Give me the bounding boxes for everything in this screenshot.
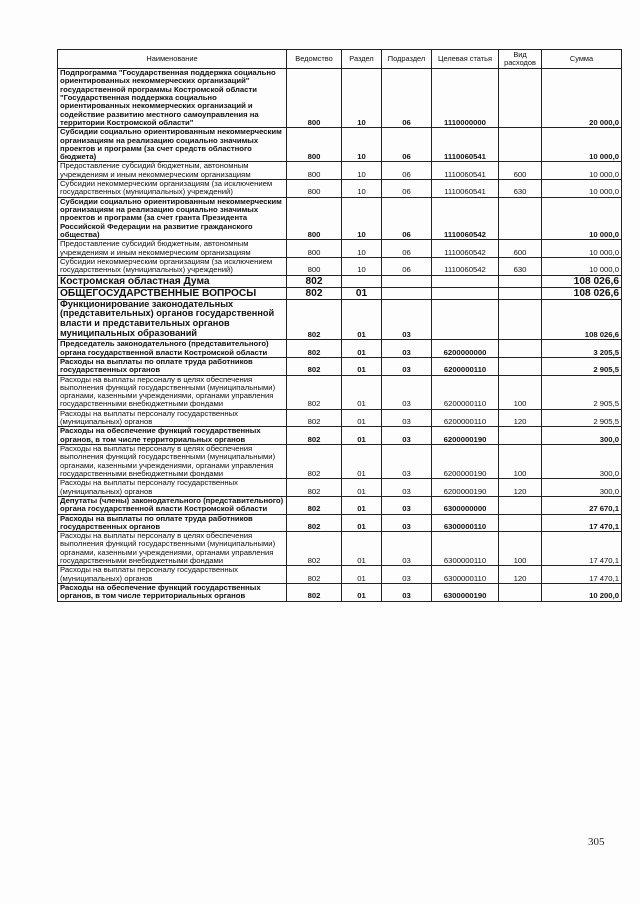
cell-dept: 802 <box>287 496 342 514</box>
cell-exptype: 630 <box>499 257 542 275</box>
cell-dept: 800 <box>287 162 342 180</box>
cell-section: 01 <box>342 532 382 566</box>
cell-subsection: 06 <box>382 69 432 128</box>
cell-sum: 20 000,0 <box>542 69 622 128</box>
cell-target: 1110060541 <box>432 180 499 198</box>
table-row <box>58 340 622 358</box>
cell-target: 6300000110 <box>432 566 499 584</box>
cell-subsection: 06 <box>382 162 432 180</box>
table-row <box>58 584 622 602</box>
cell-exptype: 100 <box>499 445 542 479</box>
cell-name: Подпрограмма "Государственная поддержка социально ориентированных некоммерческих организаций" государственной программы Костромской области "Государственная поддержка социально ориентированных некоммерческих организаций и содействие развитию местного самоуправления на территории Костромской области" <box>58 69 287 128</box>
cell-target <box>432 287 499 299</box>
cell-name: Расходы на выплаты персоналу в целях обеспечения выполнения функций государственными (муниципальными) органами, казенными учреждениями, органами управления государственными внебюджетными фондами <box>58 532 287 566</box>
cell-exptype: 100 <box>499 532 542 566</box>
cell-name: Расходы на выплаты персоналу в целях обеспечения выполнения функций государственными (муниципальными) органами, казенными учреждениями, органами управления государственными внебюджетными фондами <box>58 375 287 409</box>
cell-target: 1110060542 <box>432 257 499 275</box>
cell-target: 1110060541 <box>432 128 499 162</box>
cell-subsection: 06 <box>382 257 432 275</box>
table-row <box>58 69 622 128</box>
cell-section <box>342 275 382 287</box>
table-row <box>58 275 622 287</box>
cell-section: 01 <box>342 375 382 409</box>
cell-sum: 108 026,6 <box>542 299 622 340</box>
cell-subsection: 03 <box>382 479 432 497</box>
cell-subsection: 03 <box>382 532 432 566</box>
cell-sum: 2 905,5 <box>542 409 622 427</box>
cell-sum: 10 000,0 <box>542 162 622 180</box>
page-number: 305 <box>588 836 605 848</box>
cell-name: Расходы на обеспечение функций государственных органов, в том числе территориальных органов <box>58 584 287 602</box>
cell-sum: 27 670,1 <box>542 496 622 514</box>
cell-sum: 17 470,1 <box>542 566 622 584</box>
budget-table <box>57 49 622 602</box>
cell-subsection: 03 <box>382 514 432 532</box>
cell-name: Субсидии некоммерческим организациям (за исключением государственных (муниципальных) учреждений) <box>58 257 287 275</box>
cell-name: Расходы на выплаты по оплате труда работников государственных органов <box>58 514 287 532</box>
cell-target: 6200000190 <box>432 479 499 497</box>
cell-section: 01 <box>342 584 382 602</box>
cell-exptype <box>499 275 542 287</box>
table-row <box>58 357 622 375</box>
cell-sum: 10 000,0 <box>542 197 622 240</box>
cell-section: 01 <box>342 427 382 445</box>
cell-dept: 802 <box>287 375 342 409</box>
cell-subsection: 06 <box>382 197 432 240</box>
cell-subsection: 03 <box>382 299 432 340</box>
cell-section: 01 <box>342 340 382 358</box>
cell-section: 01 <box>342 357 382 375</box>
cell-target: 6300000000 <box>432 496 499 514</box>
cell-sum: 300,0 <box>542 427 622 445</box>
cell-target: 6200000110 <box>432 375 499 409</box>
cell-exptype: 120 <box>499 479 542 497</box>
cell-target: 1110060542 <box>432 240 499 258</box>
cell-section: 10 <box>342 162 382 180</box>
table-body <box>58 69 622 602</box>
cell-name: Субсидии социально ориентированным некоммерческим организациям на реализацию социально значимых проектов и программ (за счет средств областного бюджета) <box>58 128 287 162</box>
cell-subsection: 03 <box>382 427 432 445</box>
cell-target: 6200000110 <box>432 409 499 427</box>
cell-target: 6200000190 <box>432 445 499 479</box>
table-row <box>58 162 622 180</box>
cell-section: 01 <box>342 287 382 299</box>
cell-name: Предоставление субсидий бюджетным, автономным учреждениям и иным некоммерческим организациям <box>58 240 287 258</box>
cell-target: 1110000000 <box>432 69 499 128</box>
cell-section: 10 <box>342 180 382 198</box>
cell-exptype: 630 <box>499 180 542 198</box>
cell-target <box>432 275 499 287</box>
cell-dept: 800 <box>287 180 342 198</box>
cell-dept: 802 <box>287 299 342 340</box>
table-row <box>58 375 622 409</box>
cell-exptype: 100 <box>499 375 542 409</box>
cell-dept: 800 <box>287 197 342 240</box>
cell-dept: 802 <box>287 409 342 427</box>
cell-subsection: 06 <box>382 240 432 258</box>
cell-sum: 300,0 <box>542 445 622 479</box>
cell-subsection: 06 <box>382 128 432 162</box>
cell-subsection <box>382 275 432 287</box>
header-sum: Сумма <box>542 50 622 69</box>
table-row <box>58 496 622 514</box>
table-row <box>58 180 622 198</box>
cell-dept: 802 <box>287 514 342 532</box>
cell-name: Расходы на обеспечение функций государственных органов, в том числе территориальных органов <box>58 427 287 445</box>
cell-sum: 10 200,0 <box>542 584 622 602</box>
table-header-row <box>58 50 622 69</box>
cell-sum: 10 000,0 <box>542 128 622 162</box>
cell-exptype <box>499 496 542 514</box>
cell-exptype: 600 <box>499 162 542 180</box>
header-exptype: Вид расходов <box>499 50 542 69</box>
table-row <box>58 532 622 566</box>
cell-dept: 800 <box>287 128 342 162</box>
cell-dept: 802 <box>287 532 342 566</box>
cell-name: Председатель законодательного (представительного) органа государственной власти Костромской области <box>58 340 287 358</box>
cell-dept: 802 <box>287 357 342 375</box>
cell-sum: 2 905,5 <box>542 357 622 375</box>
cell-name: Субсидии социально ориентированным некоммерческим организациям на реализацию социально значимых проектов и программ (за счет гранта Президента Российской Федерации на развитие гражданского общества) <box>58 197 287 240</box>
cell-target: 6300000110 <box>432 532 499 566</box>
table-row <box>58 197 622 240</box>
cell-exptype <box>499 357 542 375</box>
cell-section: 01 <box>342 445 382 479</box>
cell-target: 6200000190 <box>432 427 499 445</box>
cell-target: 6200000000 <box>432 340 499 358</box>
table-row <box>58 409 622 427</box>
cell-target: 6300000190 <box>432 584 499 602</box>
header-target: Целевая статья <box>432 50 499 69</box>
cell-exptype <box>499 514 542 532</box>
cell-name: Расходы на выплаты персоналу в целях обеспечения выполнения функций государственными (муниципальными) органами, казенными учреждениями, органами управления государственными внебюджетными фондами <box>58 445 287 479</box>
cell-subsection: 03 <box>382 375 432 409</box>
cell-exptype <box>499 299 542 340</box>
cell-exptype: 120 <box>499 409 542 427</box>
cell-sum: 300,0 <box>542 479 622 497</box>
table-row <box>58 445 622 479</box>
cell-exptype <box>499 128 542 162</box>
cell-section: 10 <box>342 257 382 275</box>
table-row <box>58 514 622 532</box>
table-row <box>58 299 622 340</box>
cell-sum: 108 026,6 <box>542 287 622 299</box>
cell-name: Субсидии некоммерческим организациям (за исключением государственных (муниципальных) учреждений) <box>58 180 287 198</box>
cell-dept: 800 <box>287 240 342 258</box>
cell-dept: 800 <box>287 69 342 128</box>
cell-subsection: 06 <box>382 180 432 198</box>
header-subsection: Подраздел <box>382 50 432 69</box>
cell-exptype <box>499 427 542 445</box>
cell-section: 10 <box>342 69 382 128</box>
cell-section: 10 <box>342 240 382 258</box>
table-row <box>58 240 622 258</box>
cell-sum: 10 000,0 <box>542 240 622 258</box>
cell-section: 01 <box>342 479 382 497</box>
cell-name: Расходы на выплаты персоналу государственных (муниципальных) органов <box>58 479 287 497</box>
cell-section: 01 <box>342 514 382 532</box>
cell-name: Расходы на выплаты по оплате труда работников государственных органов <box>58 357 287 375</box>
cell-sum: 17 470,1 <box>542 532 622 566</box>
cell-section: 10 <box>342 197 382 240</box>
cell-dept: 802 <box>287 566 342 584</box>
cell-subsection: 03 <box>382 445 432 479</box>
cell-name: Костромская областная Дума <box>58 275 287 287</box>
cell-exptype <box>499 69 542 128</box>
cell-target: 6300000110 <box>432 514 499 532</box>
cell-exptype <box>499 287 542 299</box>
cell-target: 1110060542 <box>432 197 499 240</box>
cell-sum: 10 000,0 <box>542 257 622 275</box>
cell-exptype <box>499 197 542 240</box>
table-row <box>58 128 622 162</box>
cell-subsection: 03 <box>382 340 432 358</box>
cell-dept: 802 <box>287 340 342 358</box>
cell-subsection: 03 <box>382 566 432 584</box>
cell-target: 6200000110 <box>432 357 499 375</box>
cell-name: Расходы на выплаты персоналу государственных (муниципальных) органов <box>58 566 287 584</box>
cell-subsection: 03 <box>382 409 432 427</box>
cell-exptype <box>499 584 542 602</box>
header-section: Раздел <box>342 50 382 69</box>
cell-target <box>432 299 499 340</box>
cell-section: 10 <box>342 128 382 162</box>
cell-sum: 10 000,0 <box>542 180 622 198</box>
cell-subsection: 03 <box>382 357 432 375</box>
cell-sum: 108 026,6 <box>542 275 622 287</box>
cell-sum: 2 905,5 <box>542 375 622 409</box>
table-row <box>58 287 622 299</box>
cell-dept: 802 <box>287 275 342 287</box>
cell-section: 01 <box>342 299 382 340</box>
cell-target: 1110060541 <box>432 162 499 180</box>
table-row <box>58 427 622 445</box>
cell-name: Предоставление субсидий бюджетным, автономным учреждениям и иным некоммерческим организациям <box>58 162 287 180</box>
table-row <box>58 566 622 584</box>
cell-subsection: 03 <box>382 496 432 514</box>
cell-name: ОБЩЕГОСУДАРСТВЕННЫЕ ВОПРОСЫ <box>58 287 287 299</box>
cell-section: 01 <box>342 496 382 514</box>
cell-sum: 17 470,1 <box>542 514 622 532</box>
cell-dept: 802 <box>287 287 342 299</box>
header-dept: Ведомство <box>287 50 342 69</box>
cell-subsection <box>382 287 432 299</box>
cell-dept: 802 <box>287 584 342 602</box>
table-row <box>58 257 622 275</box>
cell-dept: 802 <box>287 427 342 445</box>
table-row <box>58 479 622 497</box>
cell-section: 01 <box>342 409 382 427</box>
cell-sum: 3 205,5 <box>542 340 622 358</box>
cell-exptype: 120 <box>499 566 542 584</box>
cell-exptype: 600 <box>499 240 542 258</box>
cell-name: Расходы на выплаты персоналу государственных (муниципальных) органов <box>58 409 287 427</box>
cell-section: 01 <box>342 566 382 584</box>
header-name: Наименование <box>58 50 287 69</box>
cell-exptype <box>499 340 542 358</box>
cell-name: Функционирование законодательных (представительных) органов государственной власти и представительных органов муниципальных образований <box>58 299 287 340</box>
cell-name: Депутаты (члены) законодательного (представительного) органа государственной власти Костромской области <box>58 496 287 514</box>
cell-dept: 802 <box>287 445 342 479</box>
cell-dept: 802 <box>287 479 342 497</box>
cell-subsection: 03 <box>382 584 432 602</box>
cell-dept: 800 <box>287 257 342 275</box>
